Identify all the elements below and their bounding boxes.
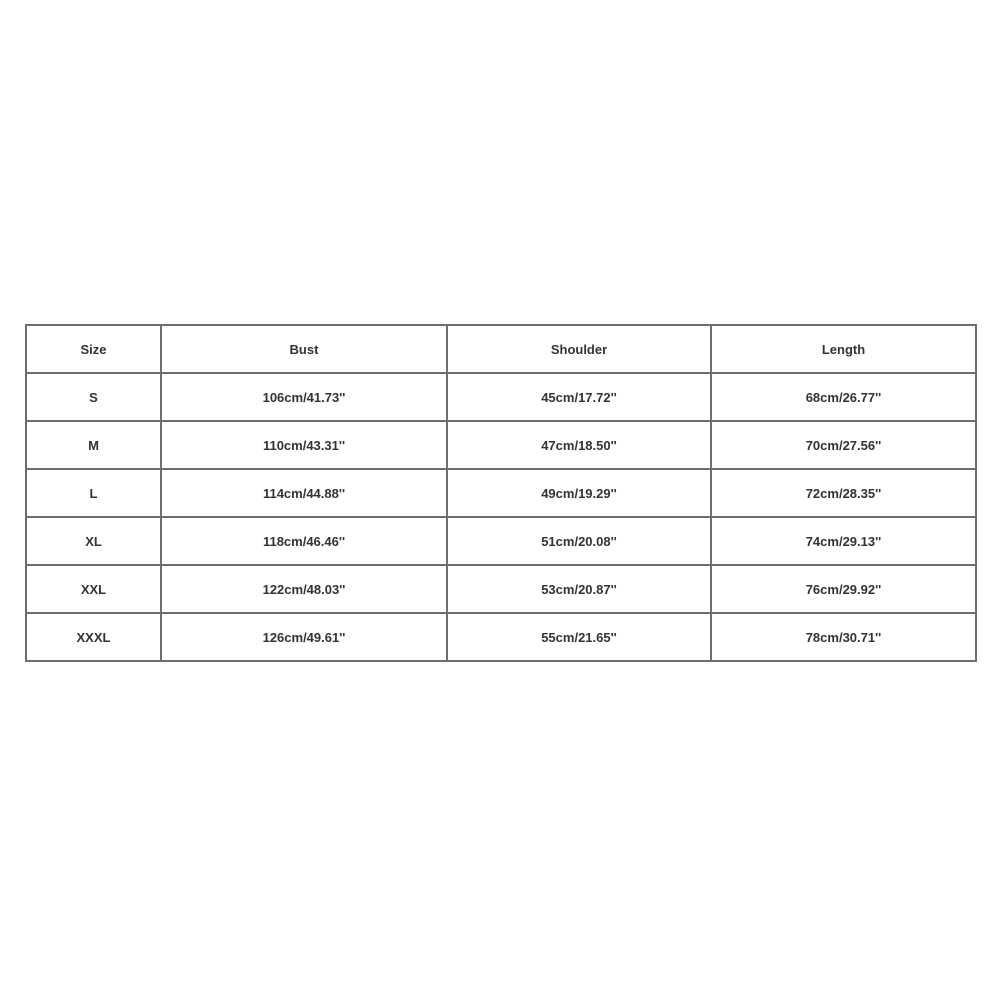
table-row <box>26 565 976 613</box>
cell-shoulder: 47cm/18.50'' <box>447 421 711 469</box>
table-row <box>26 421 976 469</box>
cell-size: M <box>26 421 161 469</box>
cell-bust: 126cm/49.61'' <box>161 613 447 661</box>
table-row <box>26 613 976 661</box>
cell-length: 78cm/30.71'' <box>711 613 976 661</box>
header-bust: Bust <box>161 325 447 373</box>
cell-length: 70cm/27.56'' <box>711 421 976 469</box>
cell-bust: 106cm/41.73'' <box>161 373 447 421</box>
cell-shoulder: 45cm/17.72'' <box>447 373 711 421</box>
cell-shoulder: 49cm/19.29'' <box>447 469 711 517</box>
cell-length: 76cm/29.92'' <box>711 565 976 613</box>
table-row <box>26 373 976 421</box>
cell-shoulder: 53cm/20.87'' <box>447 565 711 613</box>
cell-bust: 118cm/46.46'' <box>161 517 447 565</box>
cell-length: 68cm/26.77'' <box>711 373 976 421</box>
table-body <box>26 373 976 661</box>
cell-bust: 110cm/43.31'' <box>161 421 447 469</box>
cell-size: XXXL <box>26 613 161 661</box>
header-length: Length <box>711 325 976 373</box>
cell-size: S <box>26 373 161 421</box>
cell-size: L <box>26 469 161 517</box>
table-row <box>26 517 976 565</box>
header-row <box>26 325 976 373</box>
header-shoulder: Shoulder <box>447 325 711 373</box>
cell-bust: 114cm/44.88'' <box>161 469 447 517</box>
header-size: Size <box>26 325 161 373</box>
table-header <box>26 325 976 373</box>
cell-length: 74cm/29.13'' <box>711 517 976 565</box>
cell-size: XL <box>26 517 161 565</box>
cell-shoulder: 55cm/21.65'' <box>447 613 711 661</box>
size-chart-table <box>25 324 977 662</box>
cell-shoulder: 51cm/20.08'' <box>447 517 711 565</box>
table-row <box>26 469 976 517</box>
cell-bust: 122cm/48.03'' <box>161 565 447 613</box>
cell-length: 72cm/28.35'' <box>711 469 976 517</box>
cell-size: XXL <box>26 565 161 613</box>
